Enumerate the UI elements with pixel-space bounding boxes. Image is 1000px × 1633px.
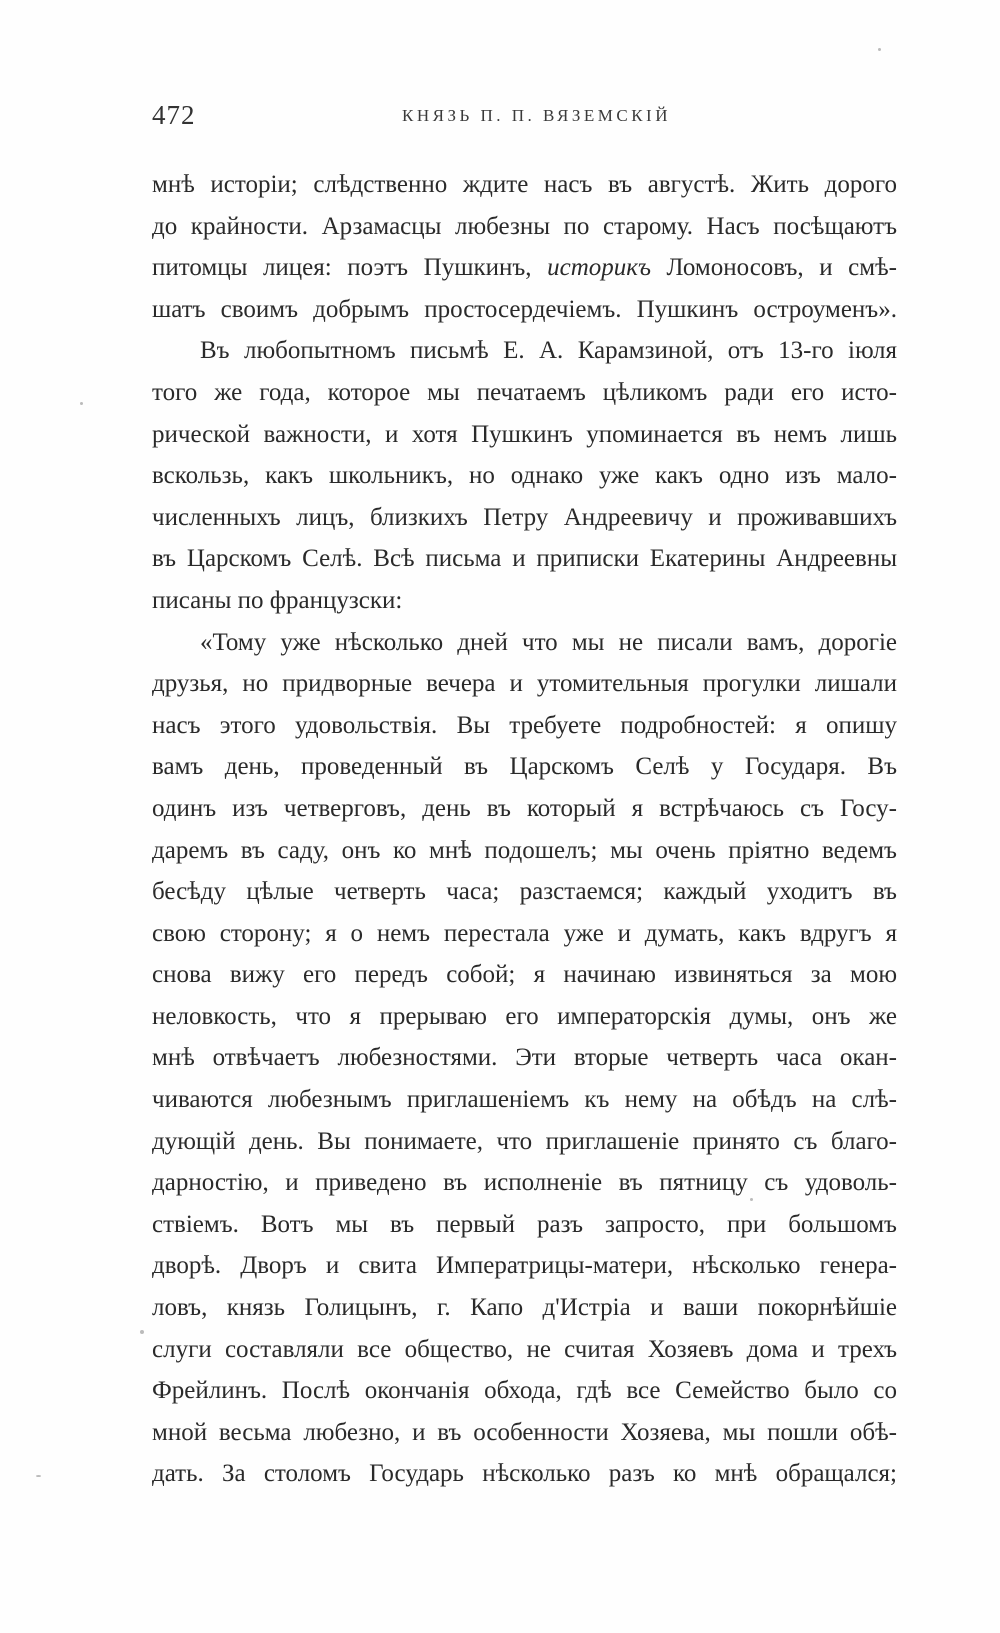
body-text [152, 164, 897, 1495]
text-line [152, 247, 897, 289]
text-line: свою сторону; я о немъ перестала уже и думать, какъ вдругъ я [152, 919, 897, 947]
text-line: дарностію, и приведено въ исполненіе въ пятницу съ удоволь- [152, 1169, 897, 1197]
text-line: вамъ день, проведенный въ Царскомъ Селѣ у Государя. Въ [152, 753, 897, 781]
ink-speck [878, 48, 881, 51]
ink-speck [36, 1475, 41, 1477]
ink-speck [750, 1198, 753, 1201]
text-line: даремъ въ саду, онъ ко мнѣ подошелъ; мы очень пріятно ведемъ [152, 836, 897, 864]
text-line: ствіемъ. Вотъ мы въ первый разъ запросто, при большомъ [152, 1210, 897, 1238]
text-line: слуги составляли все общество, не считая Хозяевъ дома и трехъ [152, 1335, 897, 1363]
ink-speck [80, 402, 83, 405]
text-line: ловъ, князь Голицынъ, г. Капо д'Истріа и ваши покорнѣйшіе [152, 1294, 897, 1322]
text-line: мнѣ исторіи; слѣдственно ждите насъ въ августѣ. Жить дорого [152, 171, 897, 198]
text-line: рической важности, и хотя Пушкинъ упоминается въ немъ лишь [152, 420, 897, 448]
text-line: друзья, но придворные вечера и утомительныя прогулки лишали [152, 670, 897, 698]
ink-speck [140, 1330, 144, 1334]
text-line: чиваются любезнымъ приглашеніемъ къ нему на обѣдъ на слѣ- [152, 1086, 897, 1114]
text-line: Фрейлинъ. Послѣ окончанія обхода, гдѣ все Семейство было со [152, 1377, 897, 1405]
italic-word: историкъ [547, 254, 651, 282]
text-line: мной весьма любезно, и въ особенности Хозяева, мы пошли обѣ- [152, 1418, 897, 1446]
text-segment: питомцы лицея: поэтъ Пушкинъ, [152, 254, 548, 282]
text-line: Въ любопытномъ письмѣ Е. А. Карамзиной, отъ 13-го іюля [200, 337, 897, 365]
text-line: неловкость, что я прерываю его императорскія думы, онъ же [152, 1002, 897, 1030]
text-line: до крайности. Арзамасцы любезны по старому. Насъ посѣщаютъ [152, 212, 897, 240]
text-line: того же года, которое мы печатаемъ цѣликомъ ради его исто- [152, 378, 897, 406]
text-line: писаны по французски: [152, 586, 403, 614]
page-header [152, 100, 897, 140]
text-line: дать. За столомъ Государь нѣсколько разъ ко мнѣ обращался; [152, 1460, 897, 1488]
text-segment: Ломоносовъ, и смѣ- [650, 254, 897, 282]
text-line: «Тому уже нѣсколько дней что мы не писали вамъ, дорогіе [200, 628, 897, 656]
text-line: численныхъ лицъ, близкихъ Петру Андреевичу и проживавшихъ [152, 503, 897, 531]
page-number: 472 [152, 100, 196, 130]
text-line: насъ этого удовольствія. Вы требуете подробностей: я опишу [152, 711, 897, 739]
text-line: дующій день. Вы понимаете, что приглашеніе принято съ благо- [152, 1127, 897, 1155]
text-line: вскользь, какъ школьникъ, но однако уже какъ одно изъ мало- [152, 462, 897, 490]
text-line: дворѣ. Дворъ и свита Императрицы-матери, нѣсколько генера- [152, 1252, 897, 1280]
running-title: КНЯЗЬ П. П. ВЯЗЕМСКІЙ [402, 106, 671, 125]
text-line: снова вижу его передъ собой; я начинаю извиняться за мою [152, 961, 897, 989]
text-line: шатъ своимъ добрымъ простосердечіемъ. Пушкинъ остроуменъ». [152, 295, 897, 323]
text-line: въ Царскомъ Селѣ. Всѣ письма и приписки Екатерины Андреевны [152, 545, 897, 573]
text-line: мнѣ отвѣчаетъ любезностями. Эти вторые четверть часа окан- [152, 1044, 897, 1072]
text-line: бесѣду цѣлые четверть часа; разстаемся; каждый уходитъ въ [152, 878, 897, 906]
text-line: одинъ изъ четверговъ, день въ который я встрѣчаюсь съ Госу- [152, 794, 897, 822]
